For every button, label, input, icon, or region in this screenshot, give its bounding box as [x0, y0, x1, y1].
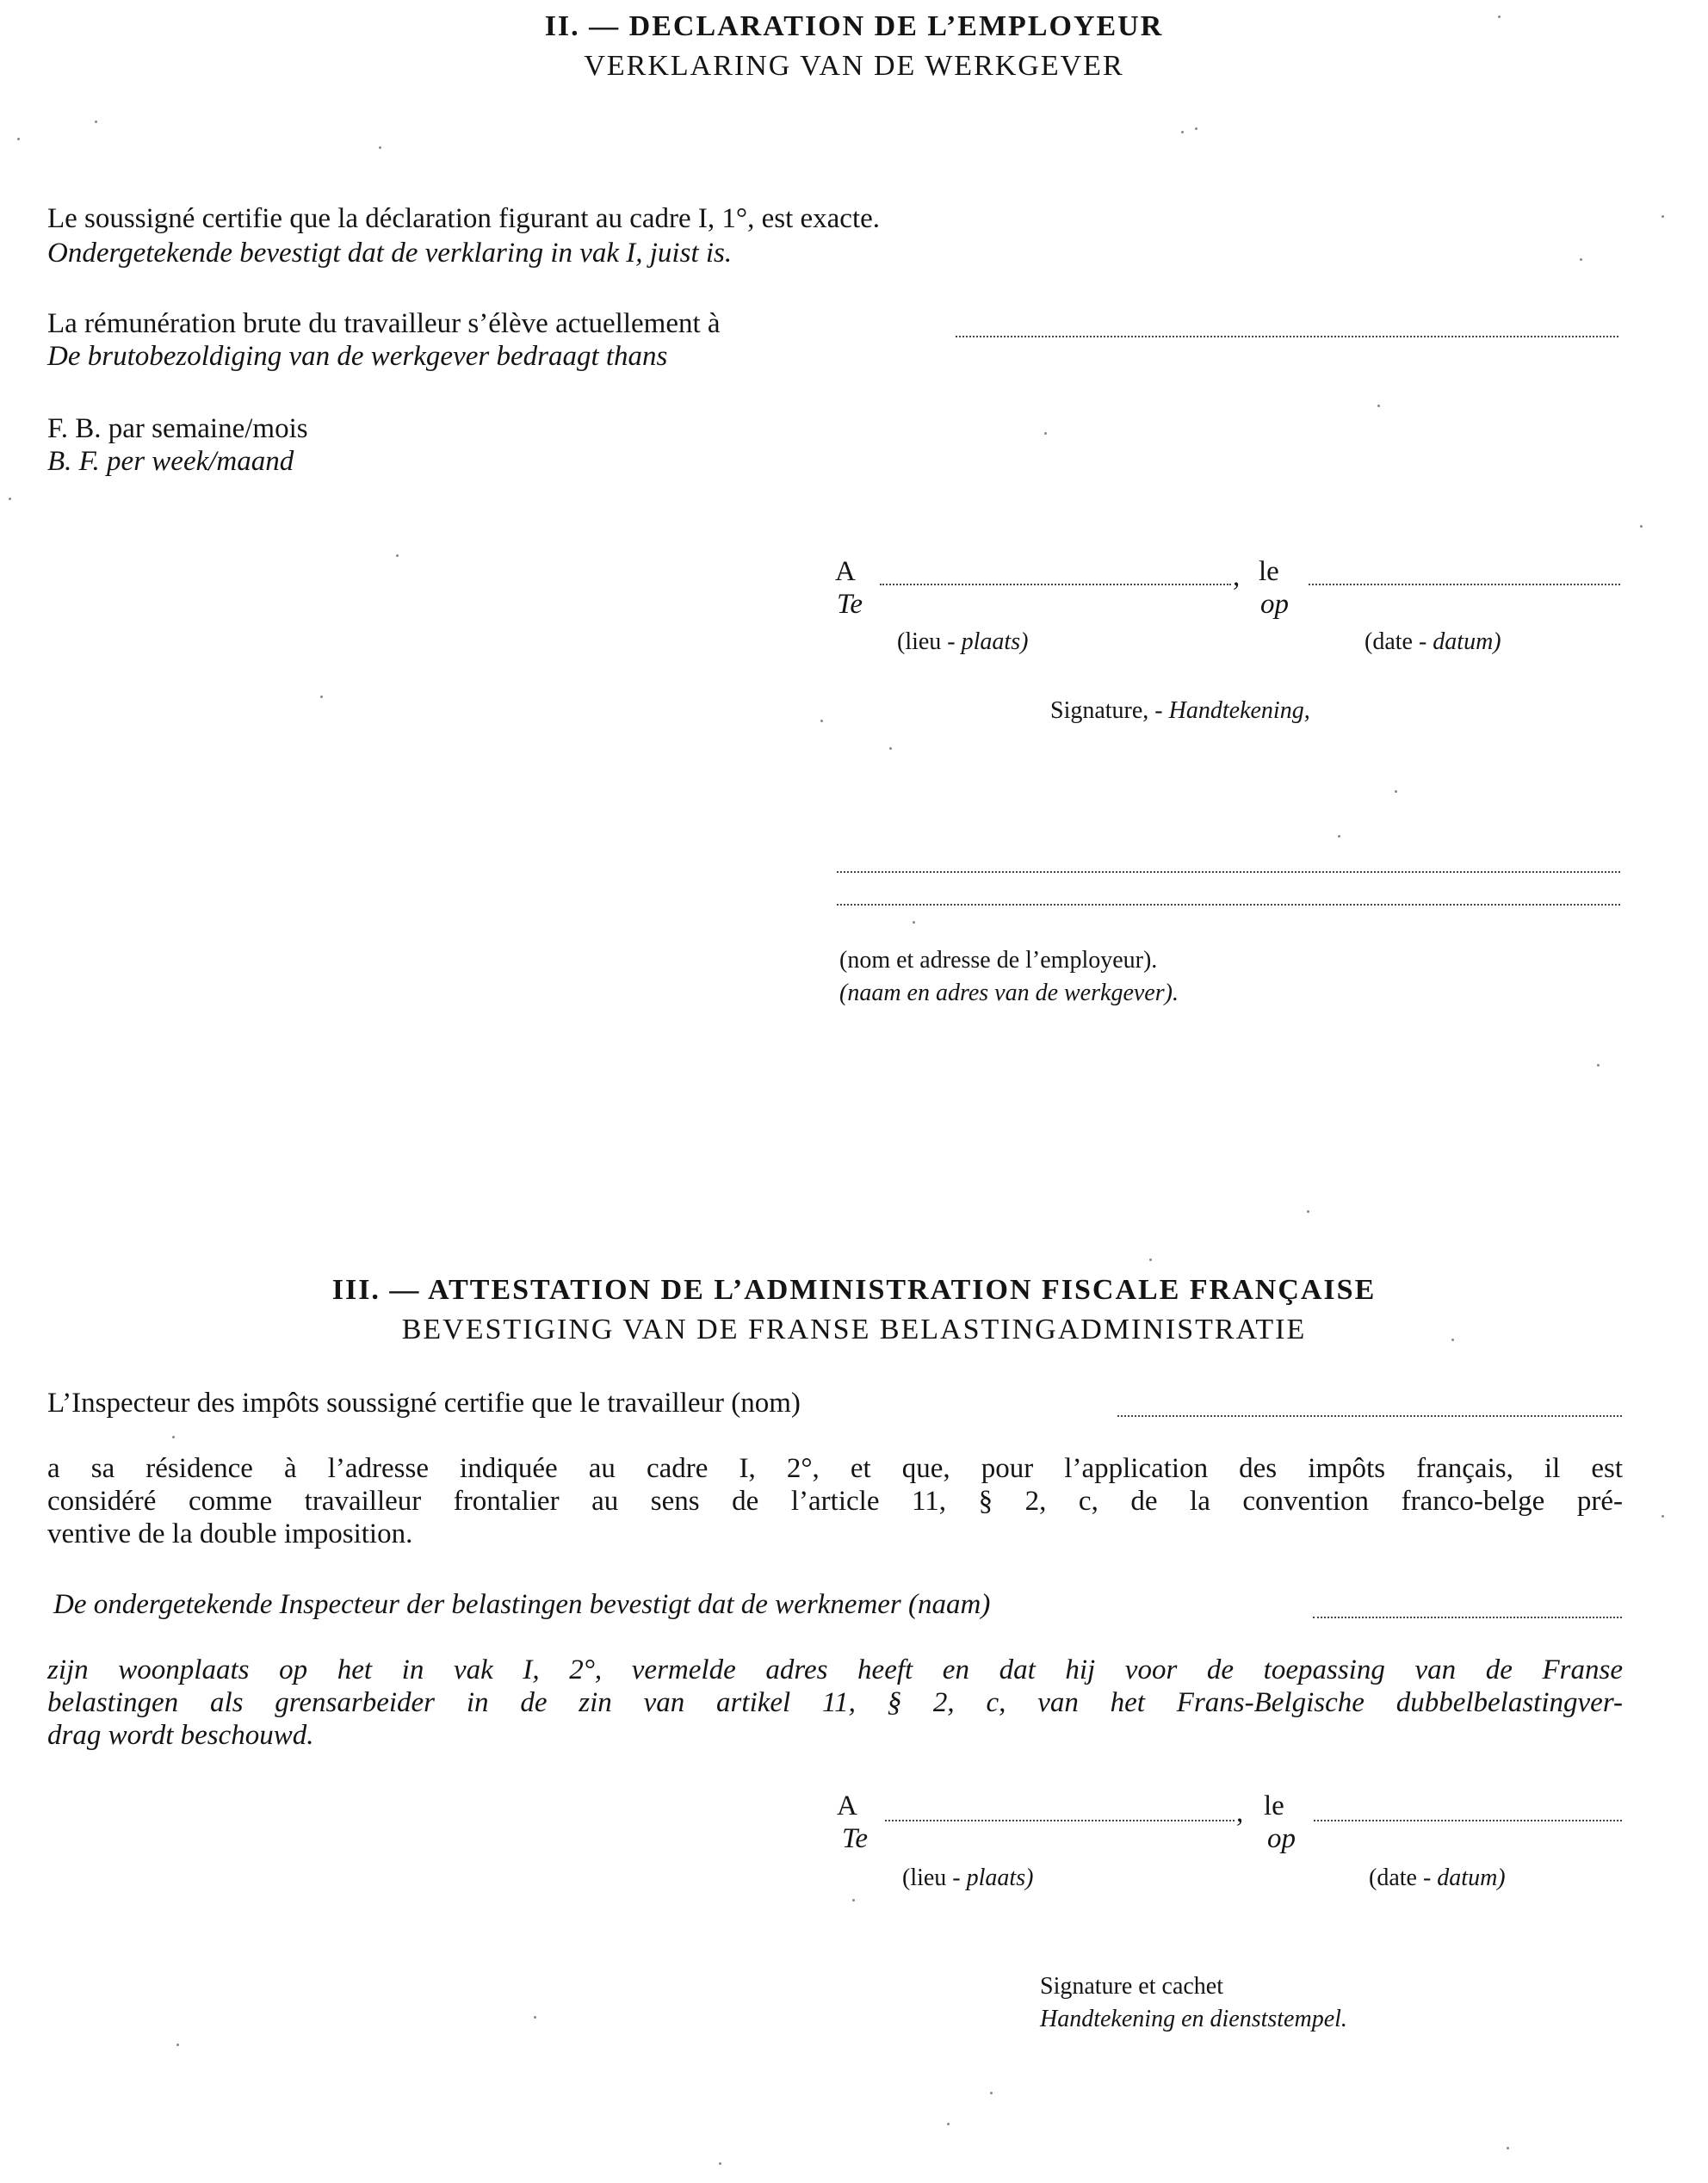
section3-title-fr: III. — ATTESTATION DE L’ADMINISTRATION FISCALE FRANÇAISE: [331, 1274, 1377, 1306]
scan-speck: [1195, 127, 1197, 130]
scan-speck: [176, 2044, 179, 2046]
employer-caption-nl: (naam en adres van de werkgever).: [839, 980, 1179, 1006]
place-label-nl-s3: Te: [842, 1823, 868, 1854]
employer-caption-fr: (nom et adresse de l’employeur).: [839, 947, 1158, 974]
remuneration-label-fr: La rémunération brute du travailleur s’élève actuellement à: [47, 308, 721, 339]
employer-name-field[interactable]: [837, 871, 1620, 873]
place-label-fr: A: [835, 556, 856, 587]
scan-speck: [1597, 1064, 1600, 1067]
date-label-fr: le: [1259, 556, 1279, 587]
date-label-nl-s3: op: [1267, 1823, 1296, 1854]
residence-nl-line2: belastingen als grensarbeider in de zin van artikel 11, § 2, c, van het Frans-Belgische dubbelbelastingver-: [47, 1687, 1623, 1718]
scan-speck: [889, 747, 892, 750]
place-caption-s3: (lieu - plaats): [902, 1865, 1034, 1891]
scan-speck: [534, 2016, 536, 2019]
place-label-nl: Te: [837, 589, 863, 620]
scan-speck: [17, 138, 20, 140]
scan-speck: [379, 146, 381, 149]
employer-address-field[interactable]: [837, 904, 1620, 906]
scan-speck: [1338, 835, 1340, 838]
period-label-nl: B. F. per week/maand: [47, 446, 294, 477]
scan-speck: [1307, 1210, 1309, 1213]
date-field-s3[interactable]: [1314, 1820, 1622, 1821]
residence-fr-line3: ventive de la double imposition.: [47, 1518, 413, 1549]
date-label-fr-s3: le: [1264, 1790, 1284, 1821]
scan-speck: [947, 2123, 950, 2125]
date-caption: (date - datum): [1365, 628, 1501, 655]
scan-speck: [95, 121, 97, 123]
section2-title-fr: II. — DECLARATION DE L’EMPLOYEUR: [544, 10, 1164, 42]
residence-nl-line1: zijn woonplaats op het in vak I, 2°, vermelde adres heeft en dat hij voor de toepassing van de Franse: [47, 1654, 1623, 1685]
scan-speck: [1451, 1339, 1454, 1341]
signature-label: Signature, - Handtekening,: [1050, 697, 1310, 724]
scan-speck: [9, 498, 11, 500]
scan-speck: [719, 2162, 721, 2165]
scan-speck: [320, 696, 323, 698]
place-field[interactable]: [880, 584, 1231, 585]
scan-speck: [820, 720, 823, 722]
scan-speck: [990, 2092, 993, 2094]
place-label-fr-s3: A: [837, 1790, 857, 1821]
scan-speck: [172, 1436, 175, 1438]
signature-label-s3-fr: Signature et cachet: [1040, 1973, 1224, 2000]
place-field-s3[interactable]: [885, 1820, 1235, 1821]
scan-speck: [1044, 432, 1047, 435]
residence-fr-line2: considéré comme travailleur frontalier au sens de l’article 11, § 2, c, de la convention franco-belge pré-: [47, 1486, 1623, 1517]
scan-speck: [1662, 1515, 1664, 1518]
scan-speck: [1395, 790, 1397, 793]
scan-speck: [1662, 215, 1664, 218]
date-field[interactable]: [1309, 584, 1620, 585]
remuneration-field[interactable]: [956, 336, 1618, 337]
scan-speck: [1149, 1258, 1152, 1261]
worker-name-field-nl[interactable]: [1313, 1617, 1622, 1618]
scan-speck: [1640, 525, 1643, 528]
scan-speck: [1181, 131, 1184, 133]
inspector-label-fr: L’Inspecteur des impôts soussigné certifie que le travailleur (nom): [47, 1388, 801, 1419]
certification-nl: Ondergetekende bevestigt dat de verklaring in vak I, juist is.: [47, 238, 733, 269]
signature-label-s3-nl: Handtekening en dienststempel.: [1040, 2006, 1347, 2032]
period-label-fr: F. B. par semaine/mois: [47, 413, 308, 444]
inspector-label-nl: De ondergetekende Inspecteur der belastingen bevestigt dat de werknemer (naam): [53, 1589, 991, 1620]
worker-name-field-fr[interactable]: [1117, 1415, 1622, 1417]
scan-speck: [1580, 258, 1582, 261]
remuneration-label-nl: De brutobezoldiging van de werkgever bedraagt thans: [47, 341, 668, 372]
place-caption: (lieu - plaats): [897, 628, 1029, 655]
scan-speck: [1377, 405, 1380, 407]
certification-fr: Le soussigné certifie que la déclaration figurant au cadre I, 1°, est exacte.: [47, 203, 881, 234]
date-caption-s3: (date - datum): [1369, 1865, 1506, 1891]
section2-title-nl: VERKLARING VAN DE WERKGEVER: [584, 50, 1124, 82]
scan-speck: [1498, 15, 1501, 18]
scan-speck: [396, 554, 399, 557]
residence-fr-line1: a sa résidence à l’adresse indiquée au cadre I, 2°, et que, pour l’application des impôts français, il est: [47, 1453, 1623, 1484]
residence-nl-line3: drag wordt beschouwd.: [47, 1720, 314, 1751]
scan-speck: [913, 921, 915, 924]
scan-speck: [1507, 2147, 1509, 2149]
scan-speck: [852, 1899, 855, 1902]
section3-title-nl: BEVESTIGING VAN DE FRANSE BELASTINGADMINISTRATIE: [401, 1314, 1307, 1345]
date-label-nl: op: [1260, 589, 1289, 620]
